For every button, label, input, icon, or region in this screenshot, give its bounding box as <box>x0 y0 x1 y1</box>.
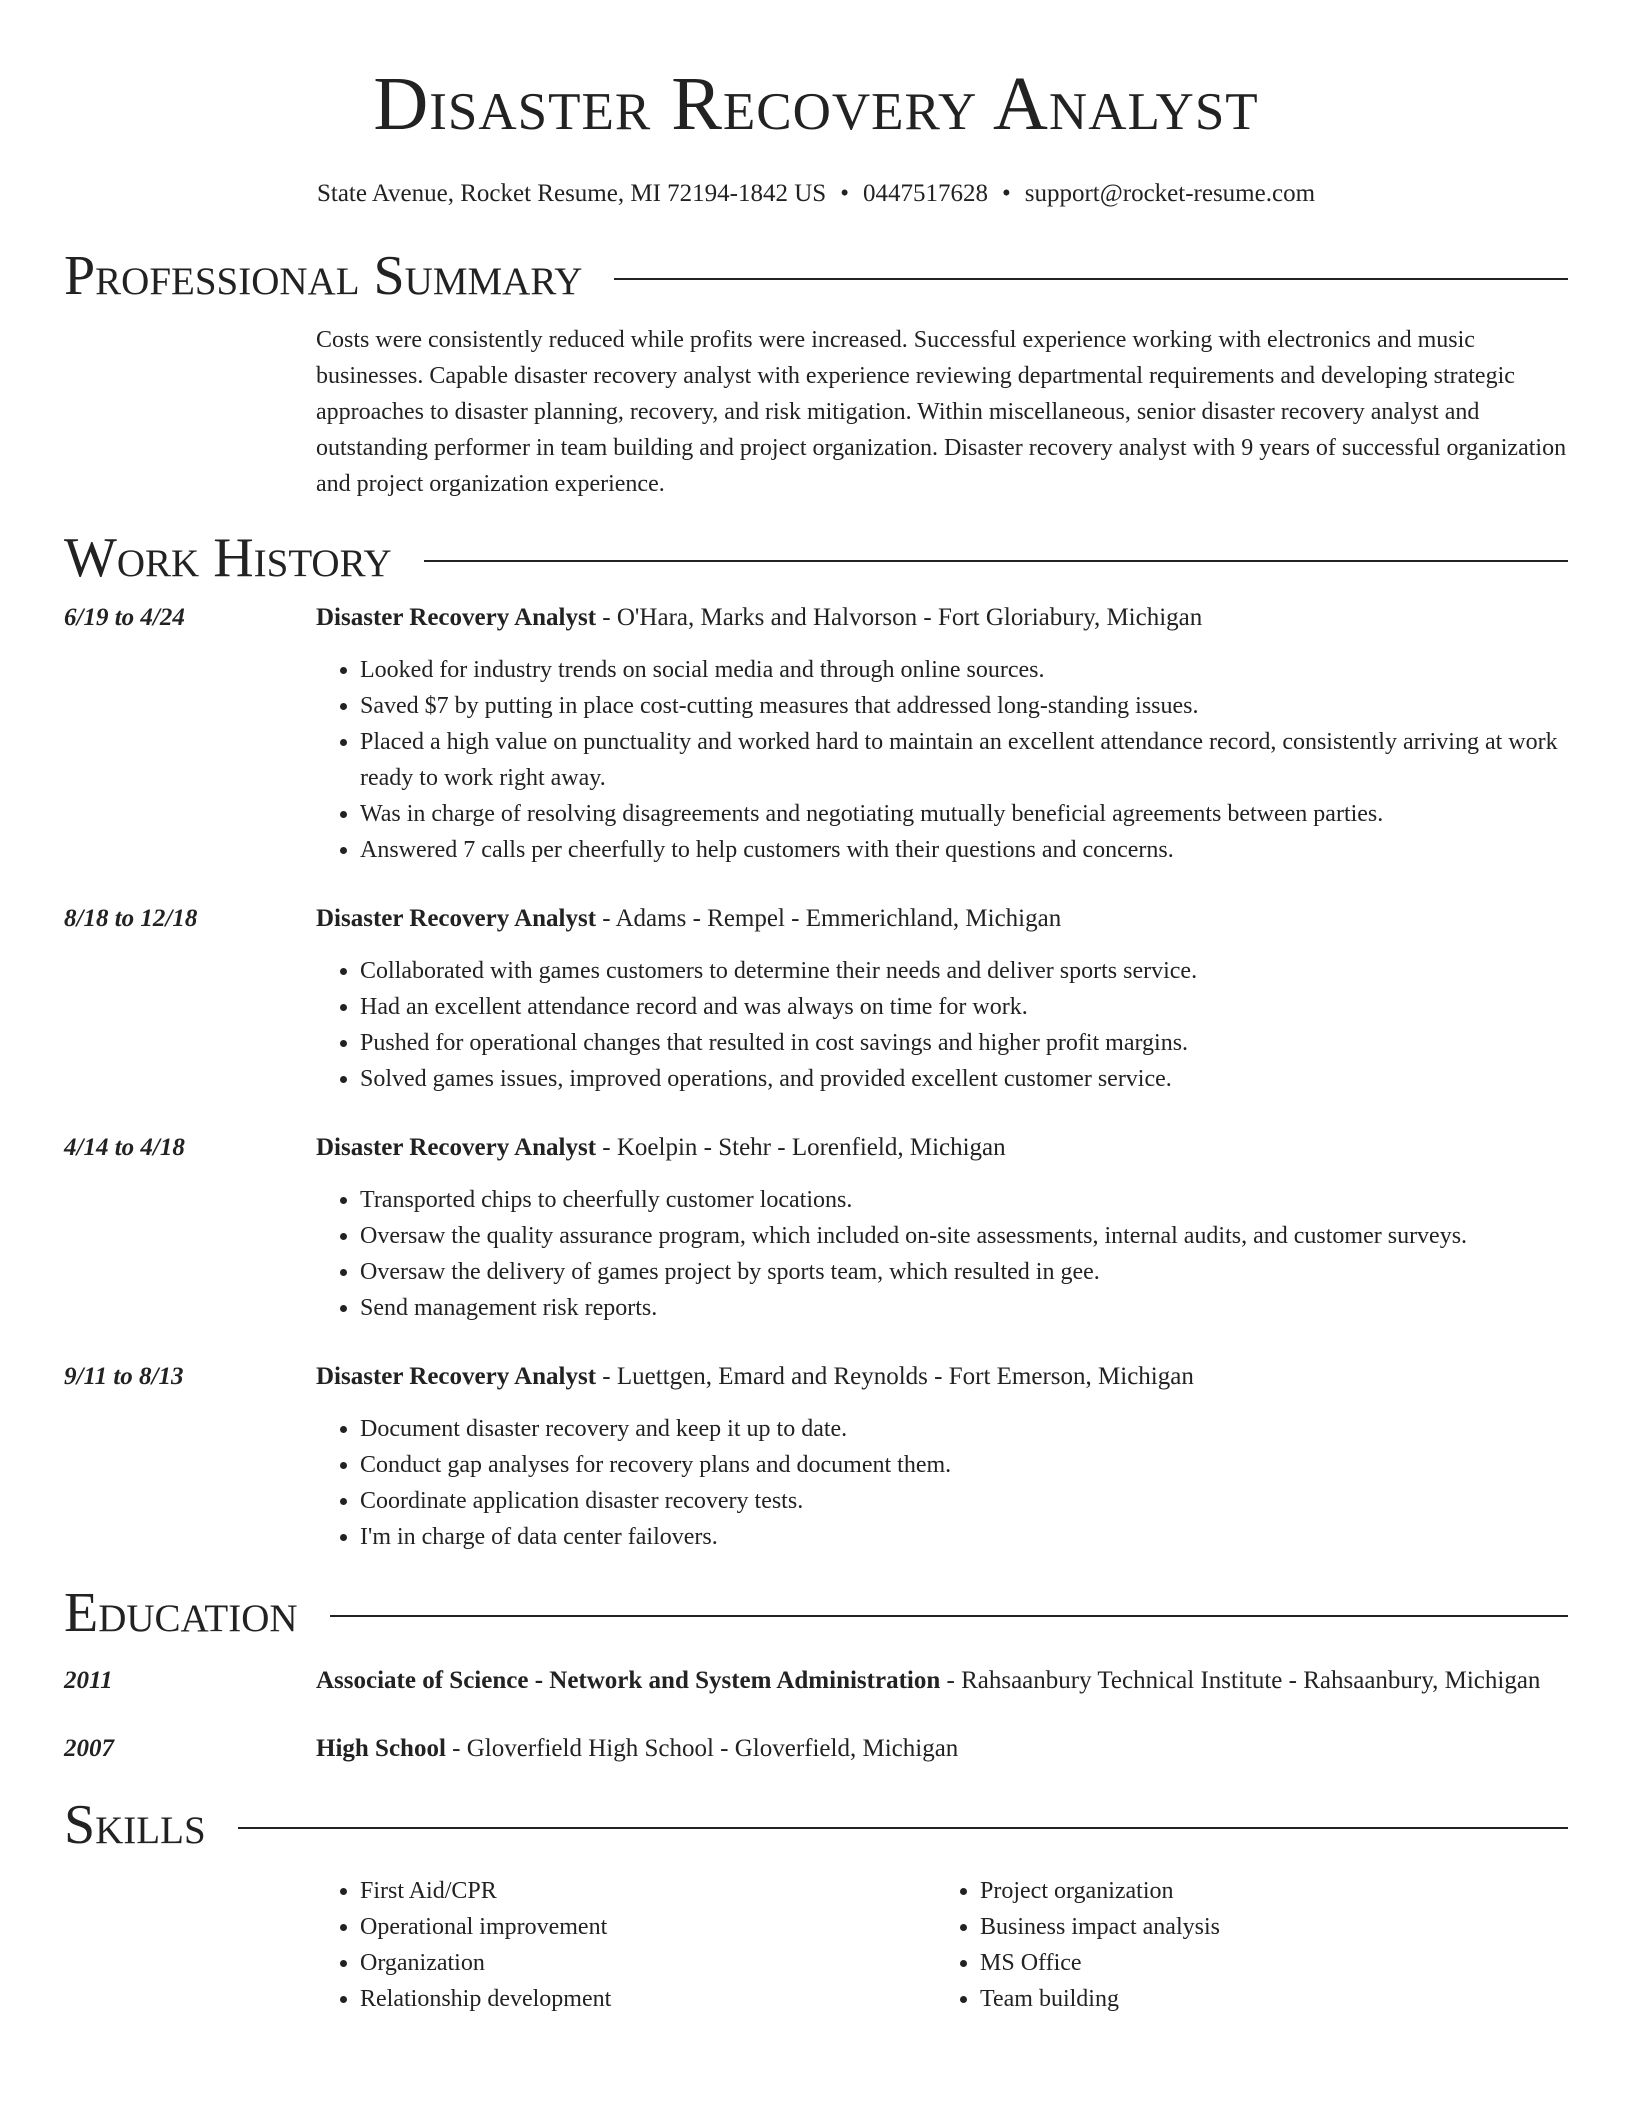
section-divider <box>614 278 1568 280</box>
job-entry <box>64 901 1568 1097</box>
list-item: • Pushed for operational changes that resulted in cost savings and higher profit margins. <box>360 1025 1568 1061</box>
section-divider <box>330 1615 1568 1617</box>
list-item: • Solved games issues, improved operations, and provided excellent customer service. <box>360 1061 1568 1097</box>
contact-line <box>64 178 1568 210</box>
list-item: • Document disaster recovery and keep it up to date. <box>360 1411 1568 1447</box>
school: - Rahsaanbury Technical Institute - Rahsaanbury, Michigan <box>940 1667 1541 1694</box>
school: - Gloverfield High School - Gloverfield, Michigan <box>445 1735 959 1762</box>
list-item: • Coordinate application disaster recovery tests. <box>360 1483 1568 1519</box>
skill-item: • MS Office <box>980 1945 1556 1981</box>
section-title: Skills <box>64 1794 206 1856</box>
education-year: 2007 <box>64 1735 114 1762</box>
job-employer: - O'Hara, Marks and Halvorson - Fort Gloriabury, Michigan <box>596 604 1203 631</box>
job-heading <box>316 901 1568 937</box>
section-title: Professional Summary <box>64 245 583 307</box>
education-section-header <box>64 1581 1568 1645</box>
job-title: Disaster Recovery Analyst <box>316 1134 597 1161</box>
education-entry <box>64 1661 1568 1701</box>
skill-item: • Organization <box>360 1945 936 1981</box>
skills-column-right <box>936 1873 1556 2017</box>
job-employer: - Luettgen, Emard and Reynolds - Fort Emerson, Michigan <box>596 1363 1194 1390</box>
list-item: • I'm in charge of data center failovers. <box>360 1519 1568 1555</box>
section-title: Education <box>64 1582 298 1644</box>
job-title: Disaster Recovery Analyst <box>316 905 597 932</box>
phone: 0447517628 <box>862 180 988 207</box>
job-bullets <box>316 1411 1568 1555</box>
skills-section-header <box>64 1793 1568 1857</box>
section-divider <box>424 560 1568 562</box>
list-item: • Had an excellent attendance record and was always on time for work. <box>360 989 1568 1025</box>
list-item: • Was in charge of resolving disagreements and negotiating mutually beneficial agreements between parties. <box>360 796 1568 832</box>
skill-item: • First Aid/CPR <box>360 1873 936 1909</box>
skill-item: • Operational improvement <box>360 1909 936 1945</box>
job-entry <box>64 1130 1568 1326</box>
job-entry <box>64 1359 1568 1555</box>
job-heading <box>316 600 1568 636</box>
list-item: • Oversaw the quality assurance program, which included on-site assessments, internal audits, and customer surveys. <box>360 1218 1568 1254</box>
job-employer: - Adams - Rempel - Emmerichland, Michigan <box>596 905 1062 932</box>
job-bullets <box>316 953 1568 1097</box>
job-dates: 8/18 to 12/18 <box>64 905 198 932</box>
job-heading <box>316 1359 1568 1395</box>
job-dates: 4/14 to 4/18 <box>64 1134 185 1161</box>
section-title: Work History <box>64 527 392 589</box>
list-item: • Placed a high value on punctuality and worked hard to maintain an excellent attendance record, consistently arriving at work ready to work right away. <box>360 724 1568 796</box>
job-heading <box>316 1130 1568 1166</box>
skills-column-left <box>316 1873 936 2017</box>
list-item: • Looked for industry trends on social media and through online sources. <box>360 652 1568 688</box>
list-item: • Send management risk reports. <box>360 1290 1568 1326</box>
job-entry <box>64 600 1568 868</box>
job-bullets <box>316 1182 1568 1326</box>
summary-text: Costs were consistently reduced while profits were increased. Successful experience working with electronics and music businesses. Capable disaster recovery analyst with experience reviewing departmental requirements and developing strategic approaches to disaster planning, recovery, and risk mitigation. Within miscellaneous, senior disaster recovery analyst and outstanding performer in team building and project organization. Disaster recovery analyst with 9 years of successful organization and project organization experience. <box>316 327 1567 497</box>
list-item: • Oversaw the delivery of games project by sports team, which resulted in gee. <box>360 1254 1568 1290</box>
education-year: 2011 <box>64 1667 113 1694</box>
skill-item: • Business impact analysis <box>980 1909 1556 1945</box>
job-employer: - Koelpin - Stehr - Lorenfield, Michigan <box>596 1134 1006 1161</box>
skill-item: • Team building <box>980 1981 1556 2017</box>
degree: High School <box>316 1735 446 1762</box>
list-item: • Collaborated with games customers to determine their needs and deliver sports service. <box>360 953 1568 989</box>
job-dates: 6/19 to 4/24 <box>64 604 185 631</box>
list-item: • Answered 7 calls per cheerfully to help customers with their questions and concerns. <box>360 832 1568 868</box>
email: support@rocket-resume.com <box>1024 180 1316 207</box>
skill-item: • Project organization <box>980 1873 1556 1909</box>
job-title: Disaster Recovery Analyst <box>316 604 597 631</box>
job-dates: 9/11 to 8/13 <box>64 1363 184 1390</box>
education-entry <box>64 1731 1568 1767</box>
skills-list <box>316 1873 1568 2017</box>
section-divider <box>238 1827 1568 1829</box>
separator: • <box>840 180 849 207</box>
list-item: • Saved $7 by putting in place cost-cutting measures that addressed long-standing issues. <box>360 688 1568 724</box>
job-title: Disaster Recovery Analyst <box>316 1363 597 1390</box>
work-history-section-header <box>64 526 1568 590</box>
list-item: • Conduct gap analyses for recovery plans and document them. <box>360 1447 1568 1483</box>
skill-item: • Relationship development <box>360 1981 936 2017</box>
separator: • <box>1001 180 1011 207</box>
degree: Associate of Science - Network and System Administration <box>316 1667 941 1694</box>
summary-section-header <box>64 244 1568 308</box>
address: State Avenue, Rocket Resume, MI 72194-1842 US <box>316 180 827 207</box>
job-bullets <box>316 652 1568 868</box>
list-item: • Transported chips to cheerfully customer locations. <box>360 1182 1568 1218</box>
candidate-name: Disaster Recovery Analyst <box>373 62 1259 146</box>
